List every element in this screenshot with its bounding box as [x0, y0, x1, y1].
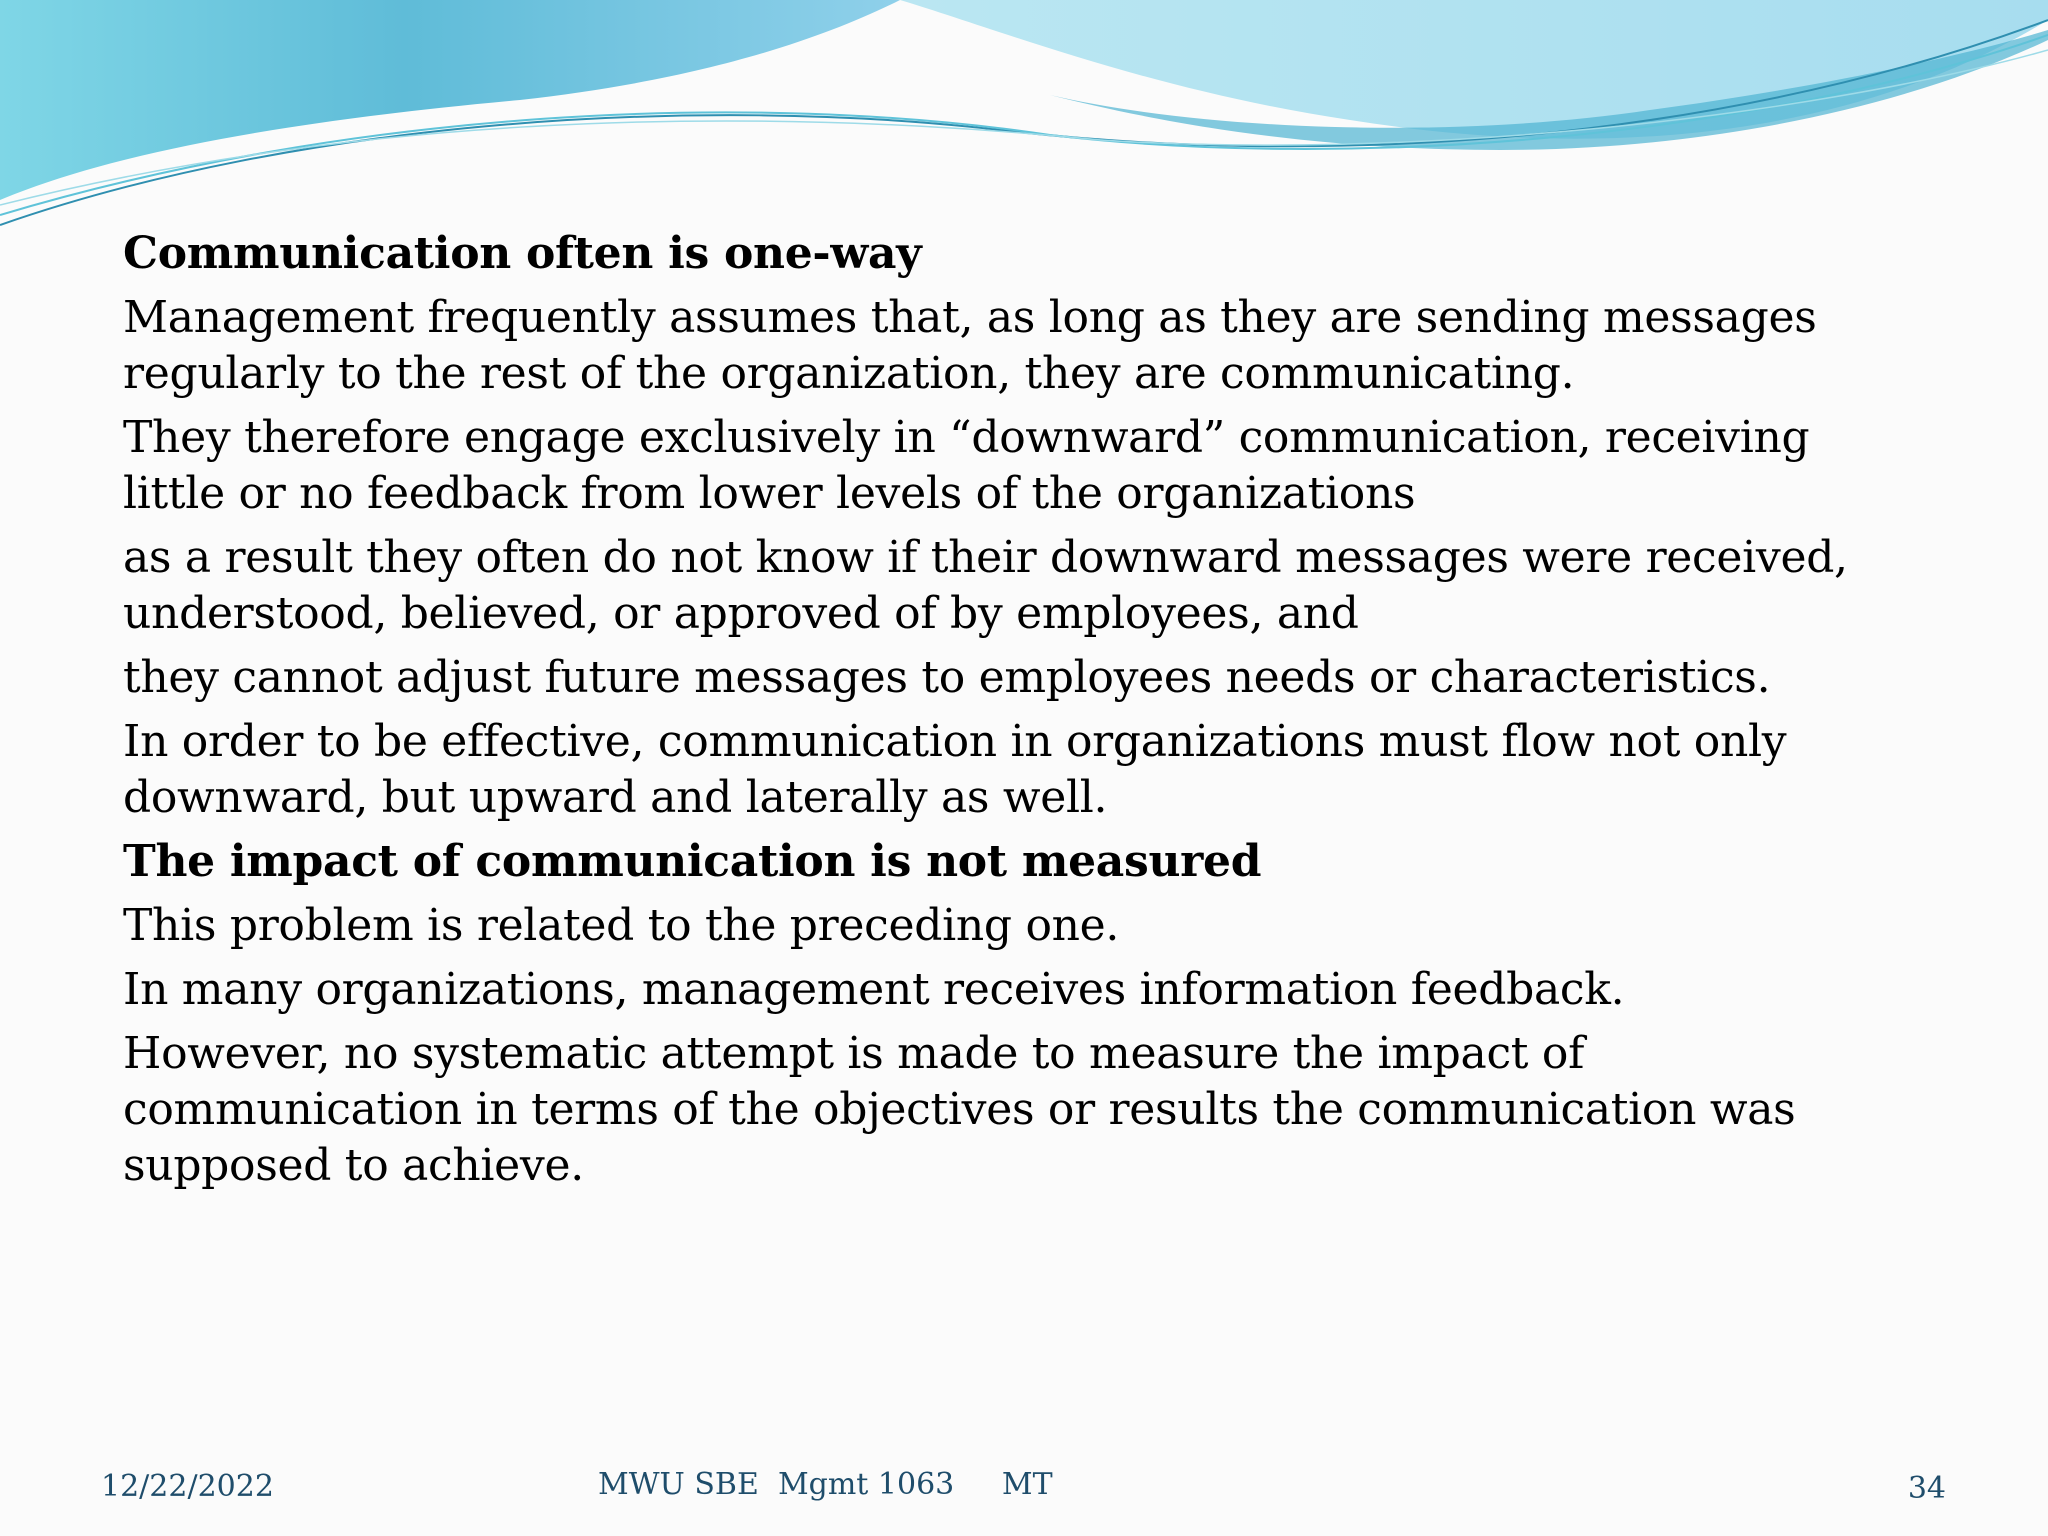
heading-one-way: Communication often is one-way: [123, 228, 922, 279]
body-paragraph: In order to be effective, communication in organizations must flow not only downward, but upward and laterally as well.: [123, 716, 1787, 823]
body-paragraph: In many organizations, management receives information feedback.: [123, 964, 1625, 1015]
body-paragraph: Management frequently assumes that, as long as they are sending messages regularly to the rest of the organization, they are communicating.: [123, 292, 1817, 399]
body-paragraph: they cannot adjust future messages to employees needs or characteristics.: [123, 652, 1771, 703]
decorative-wave-header: [0, 0, 2048, 240]
body-paragraph: This problem is related to the preceding one.: [123, 900, 1120, 951]
footer-course: MWU SBE Mgmt 1063 MT: [598, 1467, 1053, 1502]
footer-date: 12/22/2022: [101, 1469, 274, 1504]
heading-impact-not-measured: The impact of communication is not measured: [123, 836, 1262, 887]
slide-body: [123, 226, 1923, 1202]
body-paragraph: They therefore engage exclusively in “downward” communication, receiving little or no feedback from lower levels of the organizations: [123, 412, 1810, 519]
footer-page-number: 34: [1907, 1471, 1946, 1506]
body-paragraph: However, no systematic attempt is made to measure the impact of communication in terms of the objectives or results the communication was supposed to achieve.: [123, 1028, 1796, 1191]
body-paragraph: as a result they often do not know if their downward messages were received, understood, believed, or approved of by employees, and: [123, 532, 1848, 639]
